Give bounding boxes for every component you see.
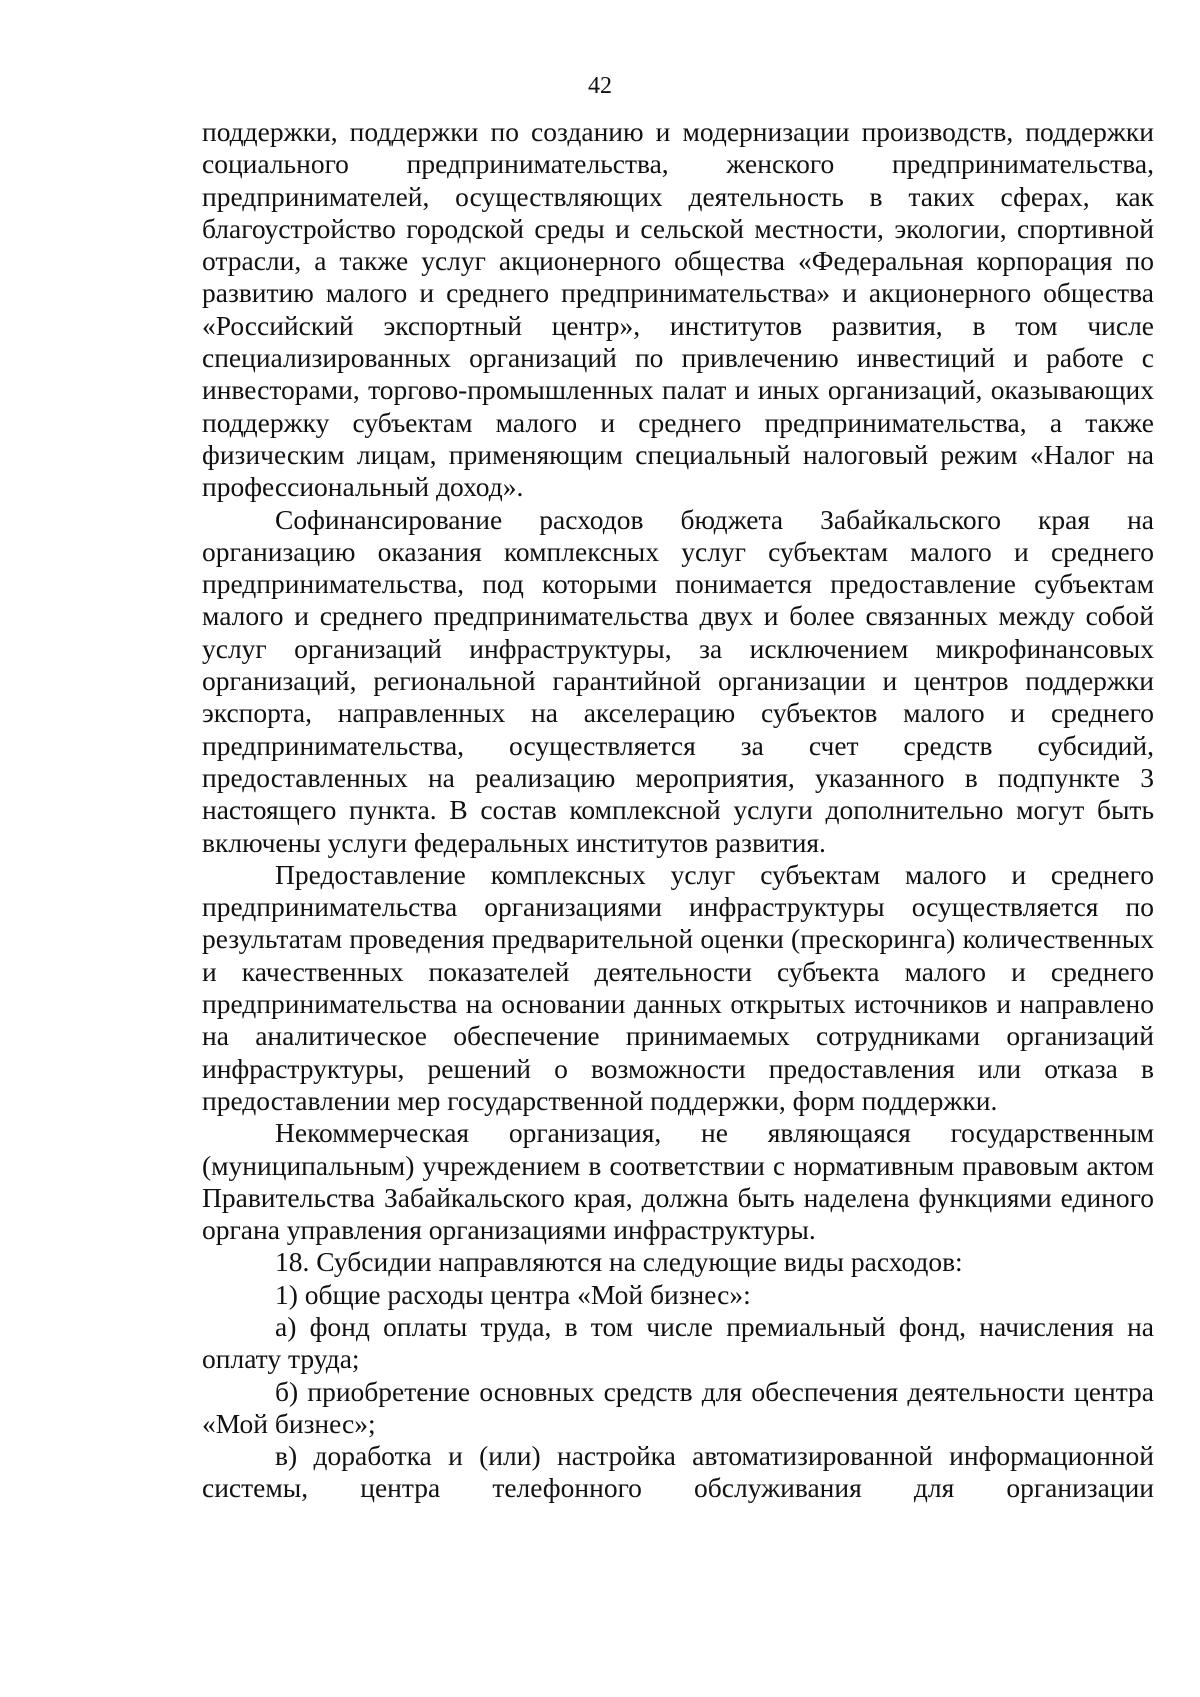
paragraph-item-18: 18. Субсидии направляются на следующие виды расходов: [275, 1246, 963, 1278]
paragraph-support-list: поддержки, поддержки по созданию и модернизации производств, поддержки социального предпринимательства, женского предпринимательства, предпринимателей, осуществляющих деятельность в таких сферах, как благоустройство городской среды и сельской местности, экологии, спортивной отрасли, а также услуг акционерного общества «Федеральная корпорация по развитию малого и среднего предпринимательства» и акционерного общества «Российский экспортный центр», институтов развития, в том числе специализированных организаций по привлечению инвестиций и работе с инвесторами, торгово-промышленных палат и иных организаций, оказывающих поддержку субъектам малого и среднего предпринимательства, а также физическим лицам, применяющим специальный налоговый режим «Налог на профессиональный доход». [202, 116, 1154, 503]
paragraph-item-1: 1) общие расходы центра «Мой бизнес»: [275, 1278, 751, 1310]
paragraph-item-v: в) доработка и (или) настройка автоматизированной информационной системы, центра телефонного обслуживания для организации [202, 1440, 1154, 1504]
paragraph-complex-services: Предоставление комплексных услуг субъектам малого и среднего предпринимательства организациями инфраструктуры осуществляется по результатам проведения предварительной оценки (прескоринга) количественных и качественных показателей деятельности субъекта малого и среднего предпринимательства на основании данных открытых источников и направлено на аналитическое обеспечение принимаемых сотрудниками организаций инфраструктуры, решений о возможности предоставления или отказа в предоставлении мер государственной поддержки, форм поддержки. [202, 858, 1154, 1116]
paragraph-cofinancing: Софинансирование расходов бюджета Забайкальского края на организацию оказания комплексных услуг субъектам малого и среднего предпринимательства, под которыми понимается предоставление субъектам малого и среднего предпринимательства двух и более связанных между собой услуг организаций инфраструктуры, за исключением микрофинансовых организаций, региональной гарантийной организации и центров поддержки экспорта, направленных на акселерацию субъектов малого и среднего предпринимательства, осуществляется за счет средств субсидий, предоставленных на реализацию мероприятия, указанного в подпункте 3 настоящего пункта. В состав комплексной услуги дополнительно могут быть включены услуги федеральных институтов развития. [202, 503, 1154, 858]
paragraph-item-b: б) приобретение основных средств для обеспечения деятельности центра «Мой бизнес»; [202, 1375, 1154, 1439]
paragraph-nonprofit-organization: Некоммерческая организация, не являющаяся государственным (муниципальным) учреждением в соответствии с нормативным правовым актом Правительства Забайкальского края, должна быть наделена функциями единого органа управления организациями инфраструктуры. [202, 1117, 1154, 1246]
document-body [202, 116, 1154, 1505]
page-number: 42 [588, 73, 612, 99]
paragraph-item-a: а) фонд оплаты труда, в том числе премиальный фонд, начисления на оплату труда; [202, 1310, 1154, 1375]
